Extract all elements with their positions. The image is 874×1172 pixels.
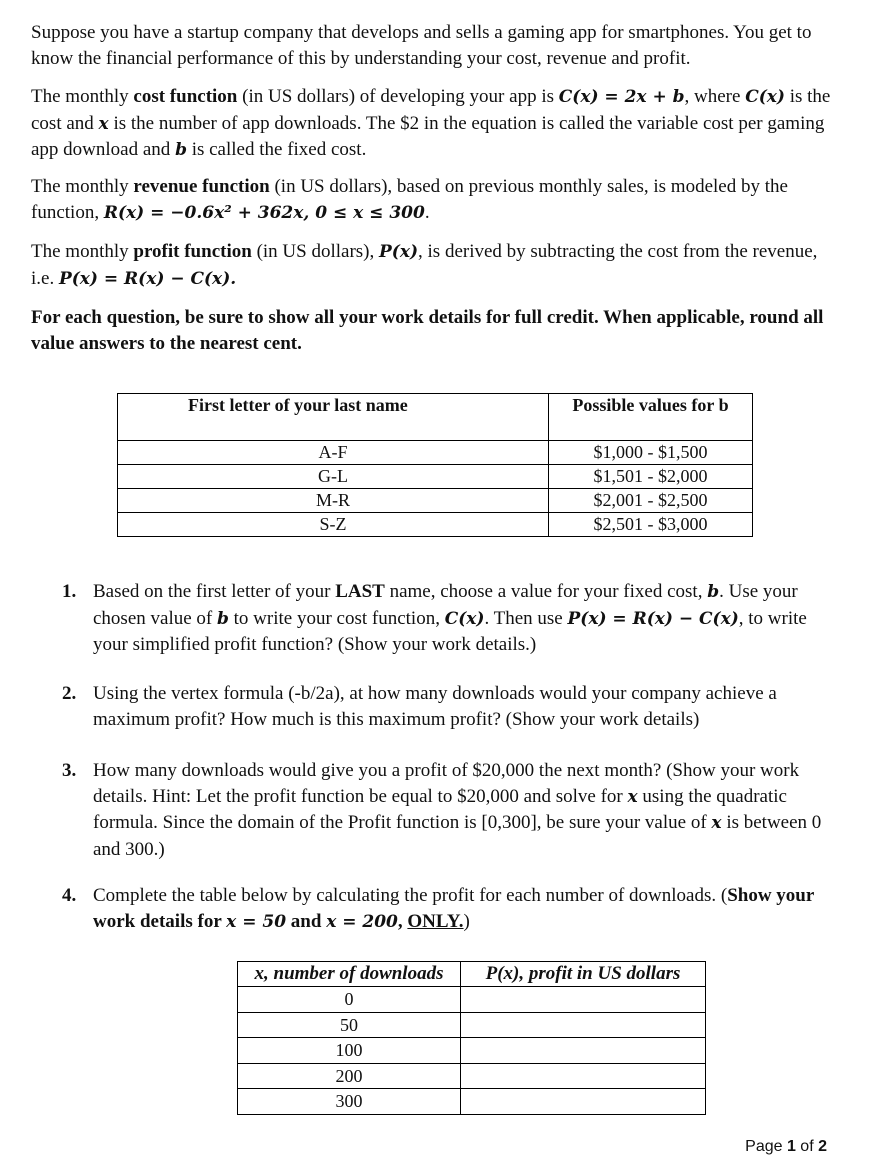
profit-answer-cell[interactable]	[461, 987, 705, 1012]
question-text	[93, 579, 832, 658]
b-symbol: b	[707, 582, 720, 602]
letter-range-cell: M-R	[118, 489, 549, 513]
letter-range-cell: S-Z	[118, 513, 549, 537]
question-number: 4.	[62, 885, 77, 906]
text: name, choose a value for your fixed cost,	[384, 581, 708, 602]
question-text	[93, 758, 832, 862]
letter-range-cell: G-L	[118, 465, 549, 489]
b-symbol: b	[216, 608, 229, 629]
page-word: Page	[745, 1138, 787, 1155]
bold-text: and	[286, 910, 327, 932]
cost-symbol: C(x)	[444, 608, 485, 629]
profit-symbol: P(x)	[379, 242, 419, 262]
profit-stack-cell[interactable]	[461, 987, 706, 1115]
downloads-value: 100	[238, 1037, 460, 1063]
revenue-function-paragraph	[31, 174, 831, 226]
profit-equation: P(x) = R(x) − C(x).	[58, 268, 237, 289]
header-values-label: Possible values for b	[572, 395, 729, 415]
value-range-cell: $1,000 - $1,500	[549, 441, 753, 465]
text: is between 0 and 300.)	[93, 812, 822, 860]
header-profit-label: P(x), profit in US dollars	[485, 963, 681, 984]
profit-answer-cell[interactable]	[461, 1037, 705, 1063]
text: , to write your simplified profit function? (Show your work details.)	[93, 607, 807, 655]
table-header-values	[549, 394, 753, 441]
text: The monthly	[31, 176, 134, 197]
cost-function-paragraph	[31, 84, 831, 164]
page-footer	[745, 1138, 827, 1156]
question-number: 3.	[62, 760, 77, 781]
page-number: 1	[786, 1138, 796, 1155]
question-number: 1.	[62, 581, 77, 602]
profit-table	[237, 961, 706, 1115]
downloads-value: 300	[238, 1088, 460, 1114]
text: .	[424, 201, 430, 223]
value-range-cell: $2,501 - $3,000	[549, 513, 753, 537]
text: . Then use	[484, 607, 568, 629]
header-downloads-label: x, number of downloads	[254, 963, 444, 984]
x-symbol: x	[627, 786, 638, 807]
profit-answer-cell[interactable]	[461, 1012, 705, 1038]
x-equation: x = 50	[226, 911, 287, 932]
text: is the number of app downloads. The $2 in the equation is called the variable cost per gaming app download and	[31, 112, 825, 160]
question-text: Using the vertex formula (-b/2a), at how many downloads would your company achieve a maximum profit? How much is this maximum profit? (Show your work details)	[93, 683, 777, 730]
instructions-paragraph: For each question, be sure to show all your work details for full credit. When applicable, round all value answers to the nearest cent.	[31, 307, 824, 354]
downloads-value: 0	[344, 989, 354, 1009]
x-symbol: x	[711, 813, 722, 833]
question-4	[62, 883, 832, 935]
table-header-letter: First letter of your last name	[118, 394, 549, 441]
x-symbol: x	[98, 113, 109, 134]
text: , is derived by subtracting the cost from the revenue, i.e.	[31, 241, 818, 289]
text: (in US dollars), based on previous monthly sales, is modeled by the function,	[31, 176, 788, 223]
revenue-equation: R(x) = −0.6x² + 362x, 0 ≤ x ≤ 300	[103, 202, 425, 223]
text: How many downloads would give you a profit of $20,000 the next month? (Show your work details. Hint: Let the profit function be equal to $20,000 and solve for	[93, 760, 800, 807]
cost-equation: C(x) = 2x + b	[558, 87, 685, 107]
text: to write your cost function,	[228, 607, 445, 629]
text: Complete the table below by calculating the profit for each number of downloads. (	[93, 885, 728, 906]
question-number: 2.	[62, 683, 77, 704]
text: is the cost and	[31, 86, 831, 134]
profit-function-term: profit function	[133, 241, 252, 262]
downloads-value: 50	[238, 1012, 460, 1038]
fixed-cost-table	[117, 393, 753, 537]
cost-symbol: C(x)	[745, 87, 785, 107]
header-profit	[461, 962, 706, 987]
b-symbol: b	[175, 140, 187, 160]
only-emphasis: ONLY.	[407, 910, 464, 932]
header-downloads	[238, 962, 461, 987]
downloads-value: 200	[238, 1063, 460, 1089]
x-equation: x = 200	[326, 911, 398, 932]
question-3	[62, 758, 832, 862]
last-emphasis: LAST	[335, 581, 385, 602]
text: (in US dollars) of developing your app is	[237, 86, 559, 107]
text: The monthly	[31, 86, 134, 107]
intro-paragraph: Suppose you have a startup company that develops and sells a gaming app for smartphones. You get to know the financial performance of this by understanding your cost, revenue and profit.	[31, 22, 812, 69]
text: is called the fixed cost.	[186, 139, 367, 160]
text: , where	[684, 86, 746, 107]
page-total: 2	[818, 1138, 827, 1155]
revenue-function-term: revenue function	[133, 176, 270, 197]
text: Based on the first letter of your	[93, 581, 336, 602]
profit-answer-cell[interactable]	[461, 1088, 705, 1114]
text: . Use your chosen value of	[93, 581, 798, 629]
question-1	[62, 579, 832, 658]
of-word: of	[795, 1138, 819, 1155]
profit-equation: P(x) = R(x) − C(x)	[567, 608, 739, 629]
letter-range-cell: A-F	[118, 441, 549, 465]
text: The monthly	[31, 241, 134, 262]
profit-answer-cell[interactable]	[461, 1063, 705, 1089]
profit-function-paragraph	[31, 239, 831, 292]
text: )	[463, 910, 470, 932]
downloads-stack-cell	[238, 987, 461, 1115]
question-2	[62, 681, 832, 732]
bold-text: ,	[397, 910, 408, 932]
cost-function-term: cost function	[133, 86, 238, 107]
text: (in US dollars),	[251, 241, 379, 262]
value-range-cell: $1,501 - $2,000	[549, 465, 753, 489]
bold-text: Show your work details for	[93, 885, 814, 932]
text: using the quadratic formula. Since the domain of the Profit function is [0,300], be sure your value of	[93, 785, 787, 833]
question-text	[93, 883, 832, 935]
value-range-cell: $2,001 - $2,500	[549, 489, 753, 513]
